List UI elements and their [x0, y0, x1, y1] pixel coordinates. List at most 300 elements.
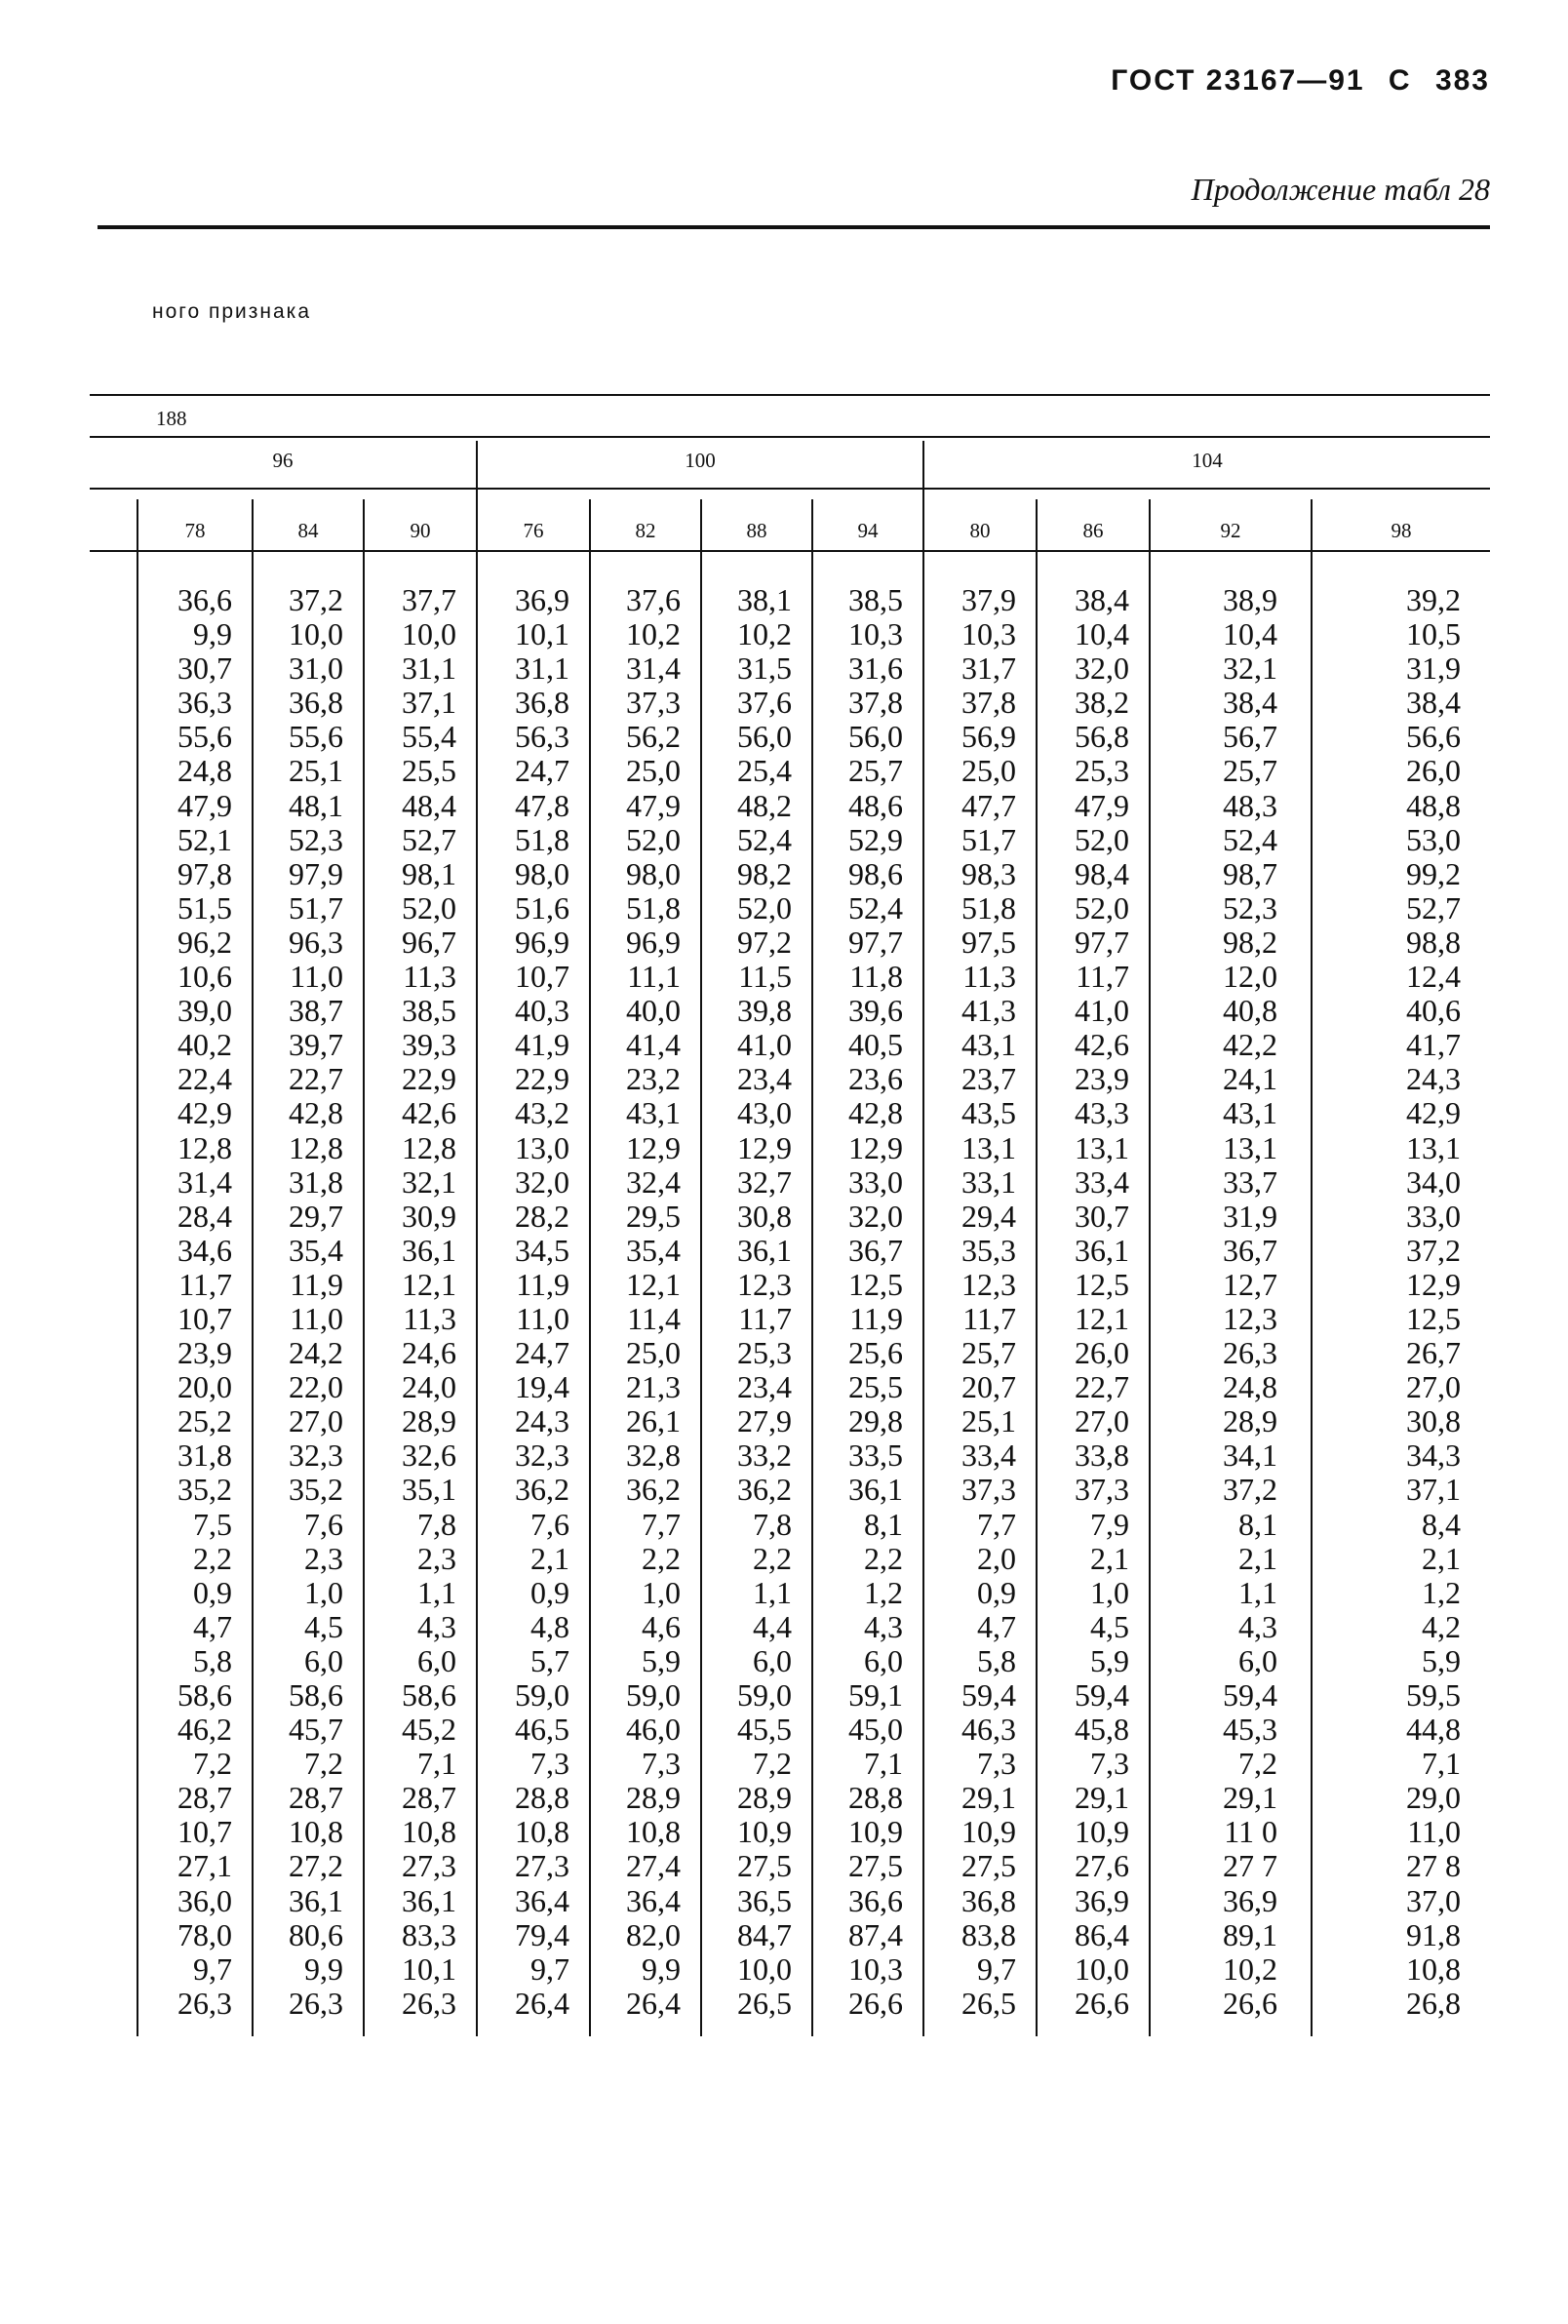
table-cell: 23,4 [737, 1061, 792, 1097]
table-cell: 7,9 [1090, 1506, 1129, 1542]
table-cell: 46,2 [177, 1712, 232, 1748]
table-cell: 53,0 [1406, 821, 1461, 857]
table-cell: 12,8 [402, 1129, 456, 1165]
table-cell: 42,6 [1075, 1027, 1129, 1063]
table-cell: 5,8 [977, 1642, 1016, 1678]
table-cell: 13,1 [1223, 1129, 1277, 1165]
table-cell: 5,9 [642, 1642, 681, 1678]
table-cell: 19,4 [515, 1369, 569, 1405]
table-cell: 13,1 [961, 1129, 1016, 1165]
table-cell: 13,1 [1406, 1129, 1461, 1165]
table-cell: 36,5 [737, 1882, 792, 1918]
table-cell: 25,7 [961, 1335, 1016, 1371]
data-column [924, 583, 1016, 2021]
table-cell: 1,0 [642, 1574, 681, 1610]
table-cell: 36,1 [289, 1882, 343, 1918]
table-cell: 26,8 [1406, 1985, 1461, 2021]
table-cell: 35,2 [177, 1472, 232, 1508]
table-cell: 48,8 [1406, 787, 1461, 823]
table-cell: 7,1 [1422, 1746, 1461, 1782]
column-label: 82 [635, 519, 656, 542]
table-cell: 98,3 [961, 855, 1016, 891]
table-cell: 36,0 [177, 1882, 232, 1918]
table-cell: 51,8 [515, 821, 569, 857]
table-cell: 36,8 [961, 1882, 1016, 1918]
table-cell: 7,1 [417, 1746, 456, 1782]
table-cell: 48,1 [289, 787, 343, 823]
table-cell: 43,2 [515, 1095, 569, 1131]
table-cell: 10,8 [402, 1814, 456, 1850]
table-cell: 26,6 [1223, 1985, 1277, 2021]
column-label: 86 [1082, 519, 1104, 542]
table-cell: 98,0 [515, 855, 569, 891]
table-cell: 36,2 [626, 1472, 681, 1508]
column-label: 88 [746, 519, 767, 542]
table-cell: 26,5 [961, 1985, 1016, 2021]
table-cell: 11,0 [290, 959, 343, 995]
table-cell: 39,3 [402, 1027, 456, 1063]
table-cell: 0,9 [977, 1574, 1016, 1610]
table-cell: 39,8 [737, 993, 792, 1029]
table-cell: 11,9 [290, 1266, 343, 1302]
table-cell: 10,2 [1223, 1950, 1277, 1987]
table-cell: 52,4 [848, 889, 903, 926]
table-cell: 59,0 [737, 1677, 792, 1713]
table-cell: 52,4 [737, 821, 792, 857]
table-cell: 36,8 [515, 685, 569, 721]
table-cell: 55,6 [289, 719, 343, 755]
table-cell: 7,1 [864, 1746, 903, 1782]
table-cell: 7,6 [304, 1506, 343, 1542]
table-cell: 9,7 [977, 1950, 1016, 1987]
table-cell: 23,2 [626, 1061, 681, 1097]
table-cell: 11,0 [290, 1300, 343, 1336]
table-top-rule [90, 394, 1490, 396]
table-cell: 52,0 [737, 889, 792, 926]
table-cell: 29,0 [1406, 1780, 1461, 1816]
table-cell: 13,1 [1075, 1129, 1129, 1165]
table-cell: 38,5 [402, 993, 456, 1029]
table-cell: 27,5 [848, 1848, 903, 1884]
table-cell: 51,7 [961, 821, 1016, 857]
table-cell: 99,2 [1406, 855, 1461, 891]
table-cell: 24,7 [515, 1335, 569, 1371]
table-cell: 25,0 [961, 753, 1016, 789]
table-cell: 37,2 [1223, 1472, 1277, 1508]
header-rule [98, 225, 1490, 229]
table-cell: 1,1 [753, 1574, 792, 1610]
table-cell: 37,3 [961, 1472, 1016, 1508]
table-cell: 36,1 [1075, 1232, 1129, 1268]
table-cell: 10,6 [177, 959, 232, 995]
table-cell: 7,8 [753, 1506, 792, 1542]
data-column [1038, 583, 1129, 2021]
table-cell: 42,9 [1406, 1095, 1461, 1131]
table-cell: 29,7 [289, 1198, 343, 1234]
table-cell: 96,9 [626, 924, 681, 960]
table-cell: 36,1 [737, 1232, 792, 1268]
table-cell: 37,1 [1406, 1472, 1461, 1508]
table-cell: 38,4 [1223, 685, 1277, 721]
table-cell: 26,0 [1406, 753, 1461, 789]
table-cell: 32,0 [1075, 650, 1129, 687]
table-cell: 4,7 [193, 1608, 232, 1644]
table-cell: 31,9 [1223, 1198, 1277, 1234]
table-cell: 42,2 [1223, 1027, 1277, 1063]
group-label-96: 96 [272, 449, 294, 472]
table-cell: 10,2 [737, 616, 792, 652]
table-cell: 10,0 [289, 616, 343, 652]
table-cell: 10,0 [402, 616, 456, 652]
table-cell: 10,9 [848, 1814, 903, 1850]
table-cell: 22,0 [289, 1369, 343, 1405]
table-cell: 32,0 [848, 1198, 903, 1234]
table-cell: 26,4 [515, 1985, 569, 2021]
table-cell: 12,1 [1075, 1300, 1129, 1336]
table-cell: 7,3 [642, 1746, 681, 1782]
table-cell: 35,1 [402, 1472, 456, 1508]
table-cell: 32,6 [402, 1438, 456, 1474]
table-cell: 38,2 [1075, 685, 1129, 721]
table-cell: 22,9 [402, 1061, 456, 1097]
table-cell: 37,3 [1075, 1472, 1129, 1508]
table-cell: 12,1 [402, 1266, 456, 1302]
table-cell: 98,0 [626, 855, 681, 891]
table-cell: 41,7 [1406, 1027, 1461, 1063]
table-cell: 25,0 [626, 753, 681, 789]
table-cell: 27,4 [626, 1848, 681, 1884]
table-cell: 86,4 [1075, 1916, 1129, 1952]
table-cell: 38,4 [1406, 685, 1461, 721]
table-cell: 98,7 [1223, 855, 1277, 891]
table-cell: 26,3 [177, 1985, 232, 2021]
table-cell: 52,9 [848, 821, 903, 857]
table-cell: 2,0 [977, 1540, 1016, 1576]
table-cell: 29,1 [1075, 1780, 1129, 1816]
table-cell: 11 0 [1224, 1814, 1277, 1850]
table-cell: 45,5 [737, 1712, 792, 1748]
table-cell: 39,6 [848, 993, 903, 1029]
table-cell: 29,5 [626, 1198, 681, 1234]
table-cell: 27,3 [515, 1848, 569, 1884]
table-cell: 89,1 [1223, 1916, 1277, 1952]
table-cell: 10,9 [961, 1814, 1016, 1850]
table-cell: 59,1 [848, 1677, 903, 1713]
table-cell: 96,9 [515, 924, 569, 960]
table-cell: 37,1 [402, 685, 456, 721]
table-cell: 10,3 [848, 616, 903, 652]
table-cell: 96,7 [402, 924, 456, 960]
table-cell: 36,4 [626, 1882, 681, 1918]
table-cell: 52,3 [289, 821, 343, 857]
column-label: 84 [297, 519, 319, 542]
table-cell: 48,2 [737, 787, 792, 823]
table-cell: 42,9 [177, 1095, 232, 1131]
table-cell: 40,6 [1406, 993, 1461, 1029]
table-cell: 4,6 [642, 1608, 681, 1644]
table-cell: 22,9 [515, 1061, 569, 1097]
table-cell: 2,1 [1422, 1540, 1461, 1576]
table-cell: 47,7 [961, 787, 1016, 823]
table-cell: 7,2 [193, 1746, 232, 1782]
table-cell: 27,0 [1075, 1403, 1129, 1439]
table-cell: 39,2 [1406, 582, 1461, 617]
table-cell: 7,2 [753, 1746, 792, 1782]
table-cell: 33,4 [1075, 1163, 1129, 1200]
table-cell: 11,3 [403, 1300, 456, 1336]
table-cell: 52,0 [1075, 889, 1129, 926]
table-cell: 24,3 [515, 1403, 569, 1439]
table-cell: 29,4 [961, 1198, 1016, 1234]
table-cell: 26,3 [289, 1985, 343, 2021]
table-cell: 0,9 [193, 1574, 232, 1610]
table-cell: 9,7 [193, 1950, 232, 1987]
data-column [478, 583, 569, 2021]
table-cell: 6,0 [304, 1642, 343, 1678]
table-cell: 27 8 [1406, 1848, 1461, 1884]
table-cell: 43,1 [1223, 1095, 1277, 1131]
table-cell: 2,1 [530, 1540, 569, 1576]
table-cell: 26,6 [848, 1985, 903, 2021]
table-cell: 28,8 [848, 1780, 903, 1816]
table-cell: 25,7 [848, 753, 903, 789]
table-cell: 1,0 [304, 1574, 343, 1610]
data-column [365, 583, 456, 2021]
level1-label: 188 [156, 407, 187, 430]
table-cell: 4,2 [1422, 1608, 1461, 1644]
table-cell: 45,0 [848, 1712, 903, 1748]
table-cell: 11,0 [516, 1300, 569, 1336]
table-cell: 36,2 [737, 1472, 792, 1508]
table-cell: 36,1 [848, 1472, 903, 1508]
table-cell: 45,2 [402, 1712, 456, 1748]
table-cell: 10,7 [177, 1814, 232, 1850]
table-cell: 28,4 [177, 1198, 232, 1234]
table-cell: 56,0 [737, 719, 792, 755]
table-continuation-caption: Продолжение табл 28 [1191, 172, 1490, 207]
table-cell: 31,0 [289, 650, 343, 687]
table-cell: 11,5 [738, 959, 792, 995]
table-cell: 0,9 [530, 1574, 569, 1610]
table-cell: 1,2 [864, 1574, 903, 1610]
table-cell: 7,7 [977, 1506, 1016, 1542]
table-cell: 47,9 [177, 787, 232, 823]
table-cell: 80,6 [289, 1916, 343, 1952]
table-cell: 97,8 [177, 855, 232, 891]
table-cell: 23,6 [848, 1061, 903, 1097]
table-cell: 33,5 [848, 1438, 903, 1474]
table-cell: 52,1 [177, 821, 232, 857]
table-cell: 79,4 [515, 1916, 569, 1952]
table-cell: 36,7 [1223, 1232, 1277, 1268]
table-cell: 2,1 [1238, 1540, 1277, 1576]
table-cell: 4,8 [530, 1608, 569, 1644]
table-cell: 11,3 [962, 959, 1016, 995]
table-cell: 46,0 [626, 1712, 681, 1748]
table-cell: 98,4 [1075, 855, 1129, 891]
table-cell: 30,8 [1406, 1403, 1461, 1439]
table-cell: 10,4 [1223, 616, 1277, 652]
table-cell: 38,4 [1075, 582, 1129, 617]
table-cell: 23,7 [961, 1061, 1016, 1097]
table-cell: 42,8 [289, 1095, 343, 1131]
table-cell: 13,0 [515, 1129, 569, 1165]
table-cell: 9,9 [642, 1950, 681, 1987]
table-cell: 10,0 [1075, 1950, 1129, 1987]
table-cell: 27 7 [1223, 1848, 1277, 1884]
table-cell: 41,0 [1075, 993, 1129, 1029]
data-column [813, 583, 903, 2021]
table-cell: 2,3 [304, 1540, 343, 1576]
table-cell: 23,9 [177, 1335, 232, 1371]
table-cell: 26,3 [1223, 1335, 1277, 1371]
table-cell: 27,5 [961, 1848, 1016, 1884]
group-rule [90, 488, 1490, 490]
column-label: 94 [857, 519, 879, 542]
table-cell: 12,5 [1406, 1300, 1461, 1336]
table-subtitle: ного признака [152, 300, 312, 323]
table-cell: 87,4 [848, 1916, 903, 1952]
table-cell: 97,7 [848, 924, 903, 960]
table-cell: 30,9 [402, 1198, 456, 1234]
table-cell: 25,5 [848, 1369, 903, 1405]
table-cell: 34,1 [1223, 1438, 1277, 1474]
table-cell: 36,9 [1075, 1882, 1129, 1918]
table-cell: 7,7 [642, 1506, 681, 1542]
table-cell: 36,9 [1223, 1882, 1277, 1918]
data-column [138, 583, 232, 2021]
table-cell: 32,4 [626, 1163, 681, 1200]
table-cell: 27,6 [1075, 1848, 1129, 1884]
table-cell: 97,7 [1075, 924, 1129, 960]
table-cell: 4,5 [1090, 1608, 1129, 1644]
table-cell: 30,7 [1075, 1198, 1129, 1234]
table-cell: 35,4 [626, 1232, 681, 1268]
table-cell: 59,4 [1075, 1677, 1129, 1713]
table-cell: 33,2 [737, 1438, 792, 1474]
table-cell: 55,4 [402, 719, 456, 755]
data-column [591, 583, 681, 2021]
table-cell: 25,7 [1223, 753, 1277, 789]
table-cell: 82,0 [626, 1916, 681, 1952]
table-cell: 33,4 [961, 1438, 1016, 1474]
table-cell: 41,0 [737, 1027, 792, 1063]
table-cell: 24,2 [289, 1335, 343, 1371]
table-cell: 12,0 [1223, 959, 1277, 995]
table-cell: 40,0 [626, 993, 681, 1029]
table-cell: 12,8 [177, 1129, 232, 1165]
table-cell: 35,3 [961, 1232, 1016, 1268]
table-cell: 2,2 [864, 1540, 903, 1576]
table-cell: 10,7 [177, 1300, 232, 1336]
table-cell: 10,8 [626, 1814, 681, 1850]
table-cell: 11,9 [849, 1300, 903, 1336]
table-cell: 44,8 [1406, 1712, 1461, 1748]
table-cell: 31,1 [402, 650, 456, 687]
table-cell: 12,3 [961, 1266, 1016, 1302]
table-cell: 43,3 [1075, 1095, 1129, 1131]
table-cell: 33,7 [1223, 1163, 1277, 1200]
table-cell: 33,1 [961, 1163, 1016, 1200]
table-cell: 98,1 [402, 855, 456, 891]
table-cell: 36,3 [177, 685, 232, 721]
table-cell: 55,6 [177, 719, 232, 755]
table-cell: 52,4 [1223, 821, 1277, 857]
table-cell: 98,8 [1406, 924, 1461, 960]
table-cell: 11,0 [1407, 1814, 1461, 1850]
table-cell: 10,3 [848, 1950, 903, 1987]
table-cell: 10,8 [289, 1814, 343, 1850]
table-cell: 22,7 [289, 1061, 343, 1097]
table-cell: 4,3 [1238, 1608, 1277, 1644]
table-cell: 37,8 [848, 685, 903, 721]
table-cell: 48,6 [848, 787, 903, 823]
table-cell: 26,4 [626, 1985, 681, 2021]
table-cell: 48,4 [402, 787, 456, 823]
table-cell: 4,3 [864, 1608, 903, 1644]
table-cell: 45,3 [1223, 1712, 1277, 1748]
table-cell: 47,9 [626, 787, 681, 823]
table-cell: 4,3 [417, 1608, 456, 1644]
table-cell: 38,7 [289, 993, 343, 1029]
table-cell: 11,7 [738, 1300, 792, 1336]
table-cell: 46,5 [515, 1712, 569, 1748]
table-cell: 12,9 [737, 1129, 792, 1165]
table-cell: 7,5 [193, 1506, 232, 1542]
table-cell: 10,9 [737, 1814, 792, 1850]
table-cell: 4,7 [977, 1608, 1016, 1644]
table-cell: 34,0 [1406, 1163, 1461, 1200]
table-cell: 29,1 [961, 1780, 1016, 1816]
table-cell: 37,6 [737, 685, 792, 721]
table-cell: 36,9 [515, 582, 569, 617]
table-cell: 59,5 [1406, 1677, 1461, 1713]
table-cell: 47,9 [1075, 787, 1129, 823]
table-cell: 20,7 [961, 1369, 1016, 1405]
table-cell: 8,4 [1422, 1506, 1461, 1542]
data-column [1313, 583, 1461, 2021]
table-cell: 98,6 [848, 855, 903, 891]
table-cell: 59,4 [961, 1677, 1016, 1713]
table-cell: 83,8 [961, 1916, 1016, 1952]
table-cell: 12,8 [289, 1129, 343, 1165]
table-cell: 22,4 [177, 1061, 232, 1097]
table-cell: 11,1 [627, 959, 681, 995]
table-cell: 48,3 [1223, 787, 1277, 823]
table-cell: 46,3 [961, 1712, 1016, 1748]
table-cell: 56,8 [1075, 719, 1129, 755]
table-cell: 2,2 [193, 1540, 232, 1576]
table-cell: 36,6 [848, 1882, 903, 1918]
table-cell: 10,8 [515, 1814, 569, 1850]
table-cell: 11,7 [962, 1300, 1016, 1336]
table-cell: 51,8 [961, 889, 1016, 926]
table-cell: 36,4 [515, 1882, 569, 1918]
table-cell: 5,9 [1090, 1642, 1129, 1678]
table-cell: 38,1 [737, 582, 792, 617]
table-cell: 40,3 [515, 993, 569, 1029]
table-cell: 7,3 [530, 1746, 569, 1782]
table-cell: 25,2 [177, 1403, 232, 1439]
table-cell: 12,7 [1223, 1266, 1277, 1302]
table-cell: 52,0 [402, 889, 456, 926]
table-cell: 10,4 [1075, 616, 1129, 652]
table-cell: 32,3 [515, 1438, 569, 1474]
table-cell: 31,8 [289, 1163, 343, 1200]
table-cell: 30,8 [737, 1198, 792, 1234]
table-cell: 40,5 [848, 1027, 903, 1063]
table-cell: 25,5 [402, 753, 456, 789]
